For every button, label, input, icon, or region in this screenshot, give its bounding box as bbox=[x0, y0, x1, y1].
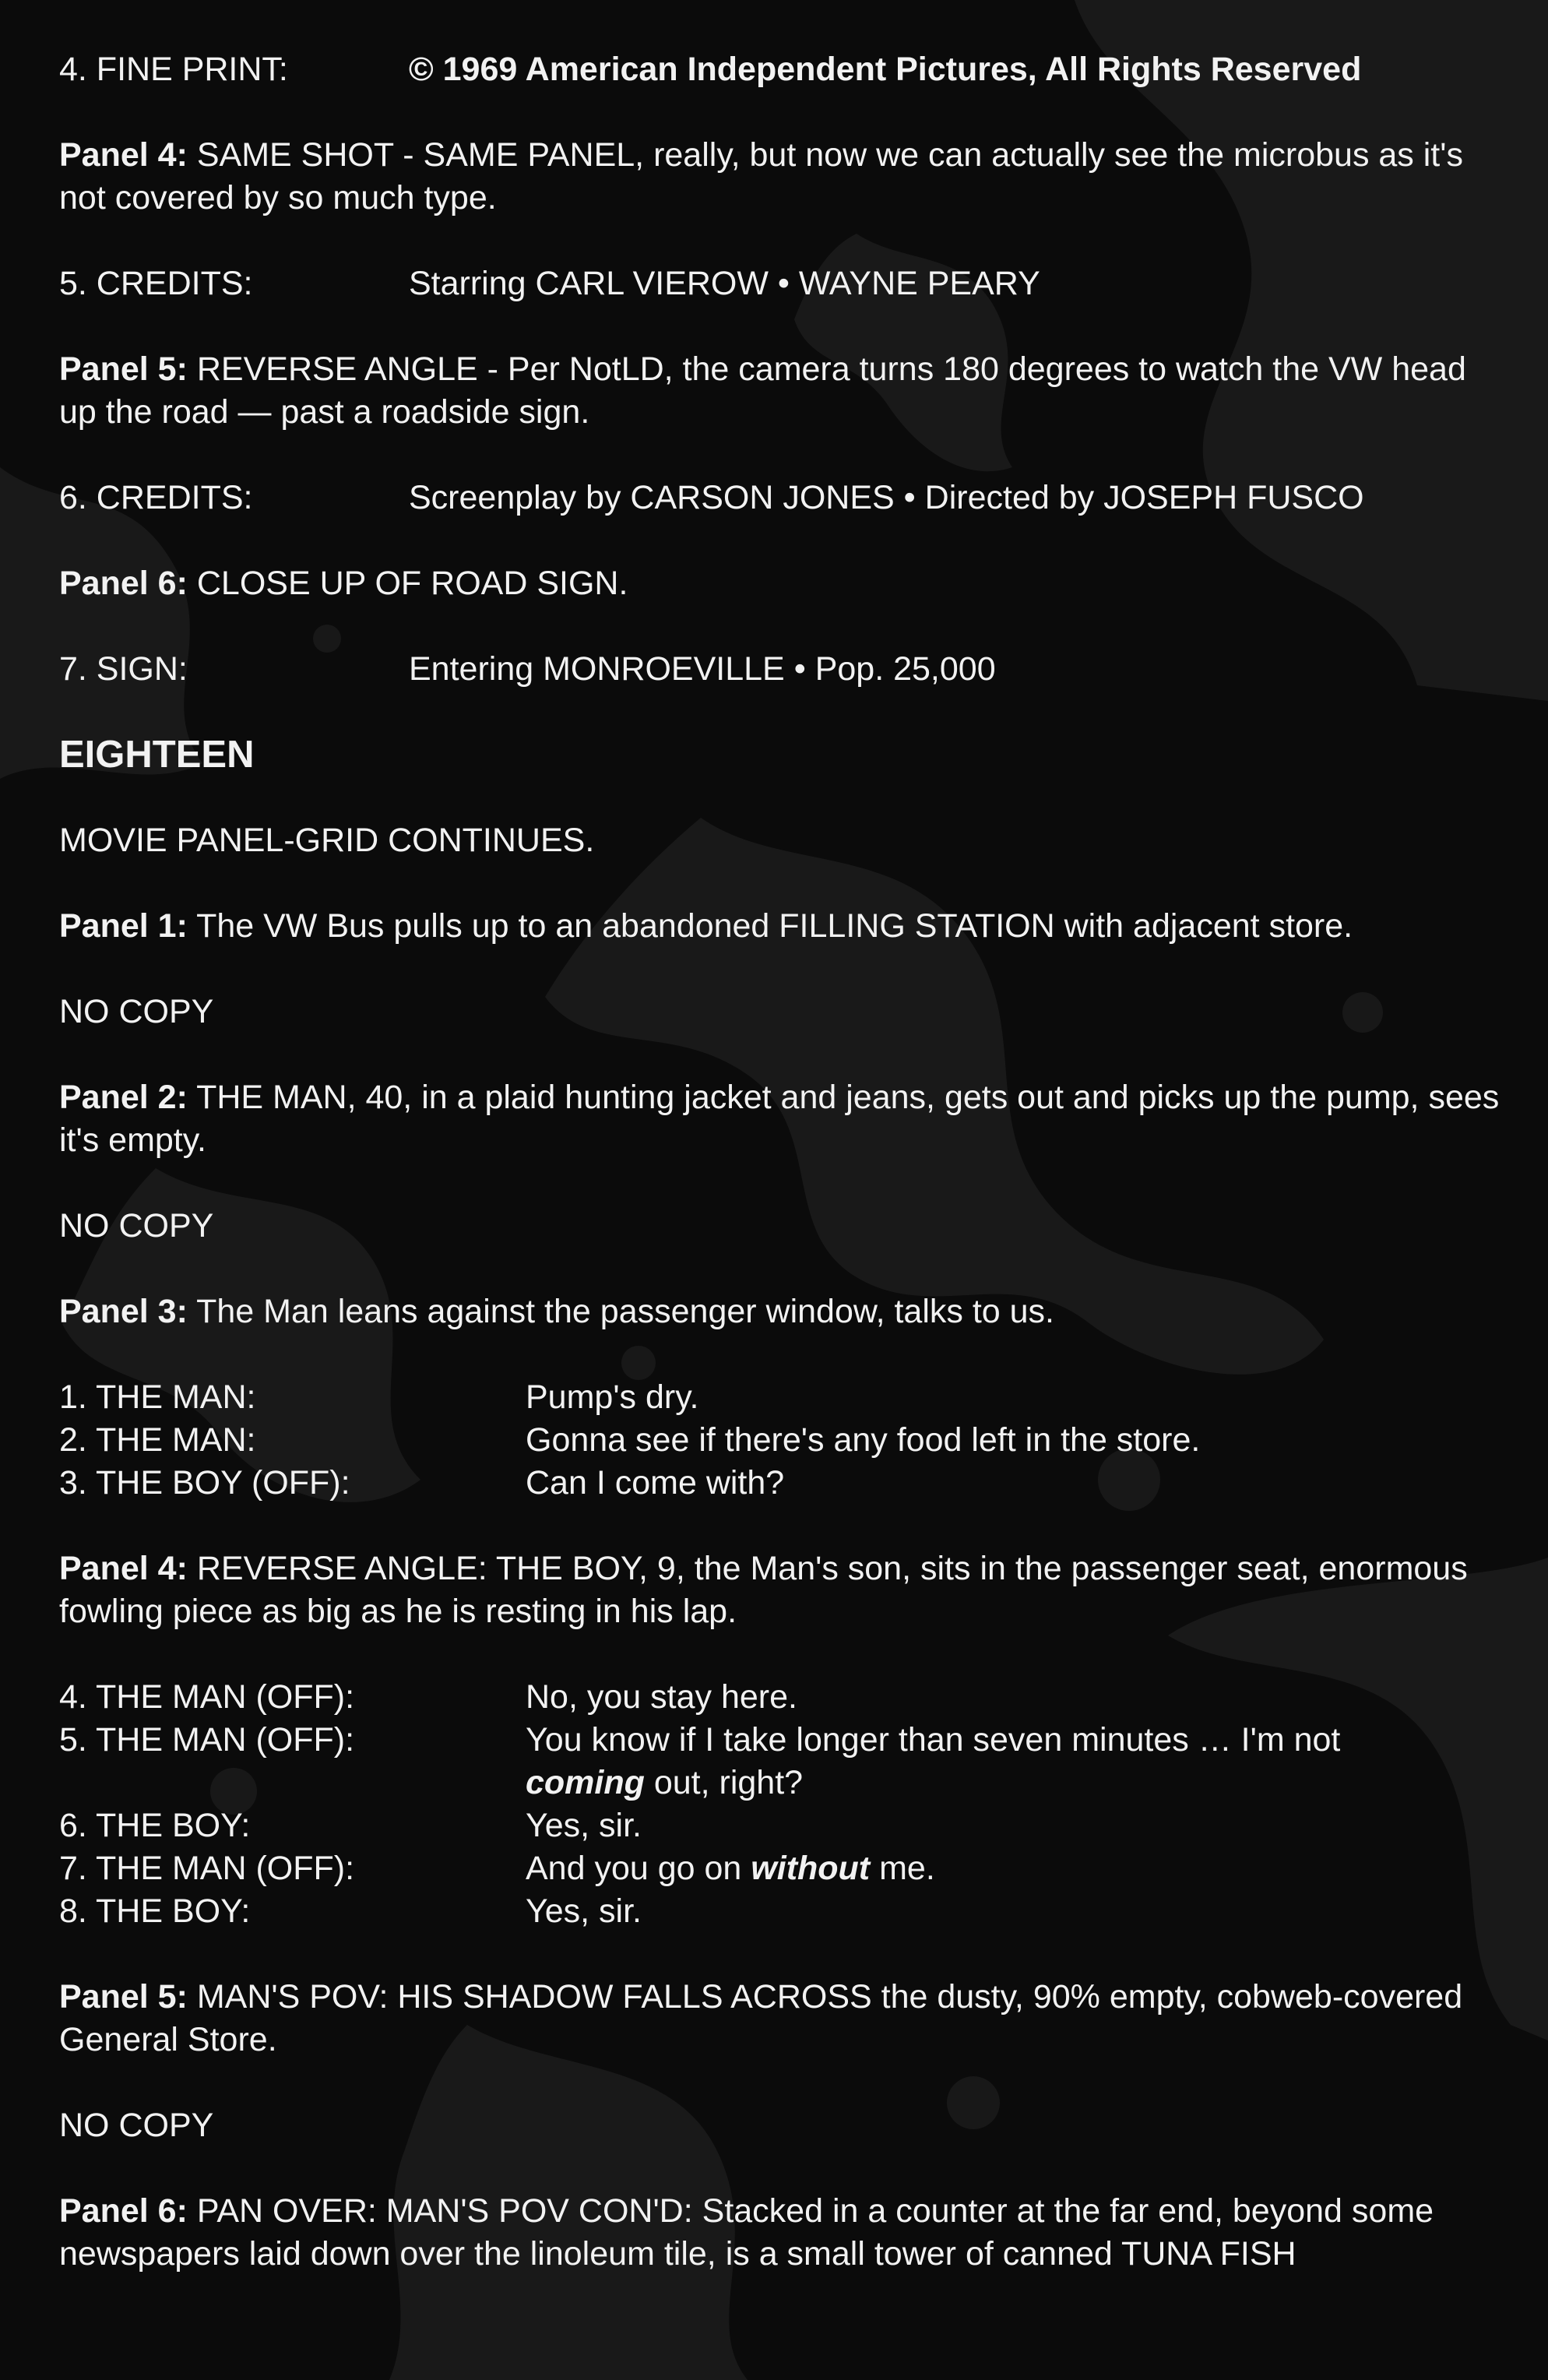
dialogue-speaker: 8. THE BOY: bbox=[59, 1892, 251, 1930]
sign-7-line bbox=[59, 648, 1508, 691]
panel-tag: Panel 2: bbox=[59, 1079, 188, 1116]
dialogue-text: You know if I take longer than seven minutes … I'm not coming out, right? bbox=[526, 1721, 1341, 1801]
credits-label: 6. CREDITS: bbox=[59, 479, 253, 516]
panel-4b-description bbox=[59, 1547, 1508, 1633]
dialogue-line bbox=[59, 1676, 1508, 1719]
panel-tag: Panel 1: bbox=[59, 907, 188, 945]
panel-4-description bbox=[59, 134, 1508, 220]
panel-tag: Panel 5: bbox=[59, 1978, 188, 2016]
panel-tag: Panel 4: bbox=[59, 1550, 188, 1587]
panel-1-description bbox=[59, 905, 1508, 948]
panel-text: CLOSE UP OF ROAD SIGN. bbox=[187, 565, 628, 602]
dialogue-line bbox=[59, 1419, 1508, 1462]
panel-text: REVERSE ANGLE - Per NotLD, the camera turns 180 degrees to watch the VW head up the road — past a roadside sign. bbox=[59, 350, 1466, 431]
dialogue-line bbox=[59, 1376, 1508, 1419]
panel-tag: Panel 6: bbox=[59, 2192, 188, 2230]
dialogue-speaker: 7. THE MAN (OFF): bbox=[59, 1850, 355, 1887]
dialogue-text: Yes, sir. bbox=[526, 1807, 642, 1844]
dialogue-speaker: 2. THE MAN: bbox=[59, 1421, 256, 1459]
panel-text: MAN'S POV: HIS SHADOW FALLS ACROSS the dusty, 90% empty, cobweb-covered General Store. bbox=[59, 1978, 1463, 2058]
script-page bbox=[59, 48, 1508, 2276]
dialogue-text: Can I come with? bbox=[526, 1464, 785, 1502]
panel-3-description bbox=[59, 1290, 1508, 1333]
panel-2-description bbox=[59, 1076, 1508, 1162]
dialogue-text: Pump's dry. bbox=[526, 1378, 699, 1416]
panel-tag: Panel 4: bbox=[59, 136, 188, 174]
panel-text: THE MAN, 40, in a plaid hunting jacket and jeans, gets out and picks up the pump, sees it's empty. bbox=[59, 1079, 1500, 1159]
credits-text: Screenplay by CARSON JONES • Directed by JOSEPH FUSCO bbox=[409, 479, 1364, 516]
dialogue-line bbox=[59, 1847, 1508, 1890]
panel-text: REVERSE ANGLE: THE BOY, 9, the Man's son, sits in the passenger seat, enormous fowling piece as big as he is resting in his lap. bbox=[59, 1550, 1468, 1630]
panel-5-description bbox=[59, 348, 1508, 434]
no-copy-note: NO COPY bbox=[59, 993, 214, 1030]
dialogue-text: Gonna see if there's any food left in the store. bbox=[526, 1421, 1201, 1459]
no-copy-note: NO COPY bbox=[59, 1207, 214, 1245]
dialogue-line bbox=[59, 1890, 1508, 1933]
sign-text: Entering MONROEVILLE • Pop. 25,000 bbox=[409, 650, 996, 688]
credits-6-line bbox=[59, 477, 1508, 519]
panel-5b-description bbox=[59, 1976, 1508, 2061]
panel-tag: Panel 3: bbox=[59, 1293, 188, 1330]
emphasis: coming bbox=[526, 1764, 645, 1801]
dialogue-text: And you go on without me. bbox=[526, 1850, 935, 1887]
page-heading: EIGHTEEN bbox=[59, 734, 255, 776]
credits-5-line bbox=[59, 262, 1508, 305]
fine-print-label: 4. FINE PRINT: bbox=[59, 51, 288, 88]
dialogue-speaker: 1. THE MAN: bbox=[59, 1378, 256, 1416]
fine-print-text: © 1969 American Independent Pictures, All Rights Reserved bbox=[409, 51, 1362, 88]
panel-text: The VW Bus pulls up to an abandoned FILLING STATION with adjacent store. bbox=[187, 907, 1353, 945]
panel-text: The Man leans against the passenger window, talks to us. bbox=[187, 1293, 1054, 1330]
credits-text: Starring CARL VIEROW • WAYNE PEARY bbox=[409, 265, 1040, 302]
dialogue-line bbox=[59, 1462, 1508, 1505]
no-copy-note: NO COPY bbox=[59, 2107, 214, 2144]
panel-text: SAME SHOT - SAME PANEL, really, but now we can actually see the microbus as it's not covered by so much type. bbox=[59, 136, 1463, 217]
dialogue-speaker: 3. THE BOY (OFF): bbox=[59, 1464, 350, 1502]
fine-print-line bbox=[59, 48, 1508, 91]
panel-6-description bbox=[59, 562, 1508, 605]
dialogue-text: Yes, sir. bbox=[526, 1892, 642, 1930]
emphasis: without bbox=[751, 1850, 871, 1887]
panel-tag: Panel 5: bbox=[59, 350, 188, 388]
credits-label: 5. CREDITS: bbox=[59, 265, 253, 302]
panel-6b-description bbox=[59, 2190, 1508, 2276]
dialogue-speaker: 4. THE MAN (OFF): bbox=[59, 1678, 355, 1716]
dialogue-line bbox=[59, 1804, 1508, 1847]
dialogue-speaker: 6. THE BOY: bbox=[59, 1807, 251, 1844]
dialogue-speaker: 5. THE MAN (OFF): bbox=[59, 1721, 355, 1759]
dialogue-line bbox=[59, 1719, 1508, 1804]
panel-tag: Panel 6: bbox=[59, 565, 188, 602]
grid-intro: MOVIE PANEL-GRID CONTINUES. bbox=[59, 822, 595, 859]
dialogue-text: No, you stay here. bbox=[526, 1678, 797, 1716]
sign-label: 7. SIGN: bbox=[59, 650, 188, 688]
panel-text: PAN OVER: MAN'S POV CON'D: Stacked in a counter at the far end, beyond some newspapers laid down over the linoleum tile, is a small tower of canned TUNA FISH bbox=[59, 2192, 1434, 2273]
